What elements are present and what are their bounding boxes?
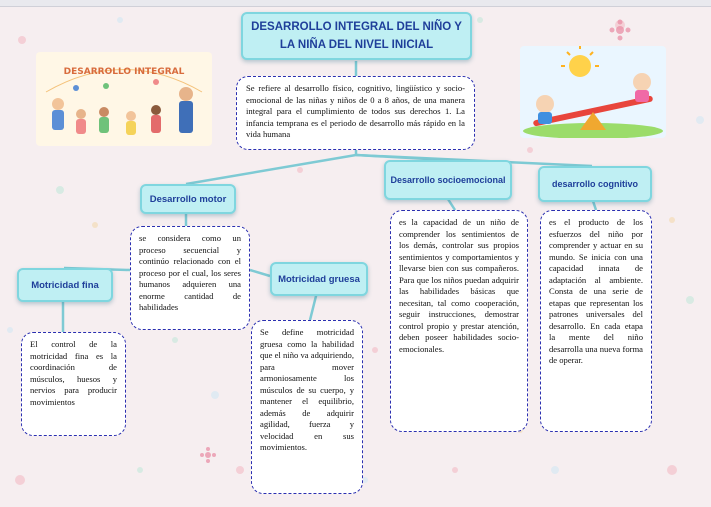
intro-text-box: Se refiere al desarrollo físico, cognitivo, lingüístico y socio-emocional de las niñas y niños de 0 a 8 años, de una manera integral para el cumplimiento de todos sus derechos 1. La infancia temprana es el periodo de desarrollo más rápido en la vida humana [236, 76, 475, 150]
illustration-seesaw-right [520, 46, 666, 138]
desarrollo-cognitivo-description: es el producto de los esfuerzos del niño por comprender y actuar en su mundo. Se inicia con una capacidad innata de adaptación al ambiente. Consta de una serie de etapas que representan los patrones universales del desarrollo. En cada etapa la mente del niño desarrolla una nueva forma de operar. [540, 210, 652, 432]
node-motricidad-gruesa: Motricidad gruesa [270, 262, 368, 296]
page-title: DESARROLLO INTEGRAL DEL NIÑO Y LA NIÑA DEL NIVEL INICIAL [241, 12, 472, 60]
node-desarrollo-socioemocional: Desarrollo socioemocional [384, 160, 512, 200]
node-desarrollo-motor: Desarrollo motor [140, 184, 236, 214]
illustration-children-left [36, 52, 212, 146]
svg-text:DESARROLLO INTEGRAL: DESARROLLO INTEGRAL [63, 67, 185, 77]
motricidad-fina-description: El control de la motricidad fina es la coordinación de músculos, huesos y nervios para producir movimientos [21, 332, 126, 436]
node-desarrollo-cognitivo: desarrollo cognitivo [538, 166, 652, 202]
desarrollo-motor-description: se considera como un proceso secuencial y continúo relacionado con el proceso por el cual, los seres humanos adquieren una enorme cantidad de habilidades [130, 226, 250, 330]
node-motricidad-fina: Motricidad fina [17, 268, 113, 302]
motricidad-gruesa-description: Se define motricidad gruesa como la habilidad que el niño va adquiriendo, para mover armoniosamente los músculos de su cuerpo, y mantener el equilibrio, además de adquirir agilidad, fuerza y velocidad en sus movimientos. [251, 320, 363, 494]
desarrollo-socioemocional-description: es la capacidad de un niño de comprender los sentimientos de los demás, controlar sus propios sentimientos y comportamientos y llevarse bien con sus compañeros. Para que los niños puedan adquirir las habilidades básicas que necesitan, tal como cooperación, seguir instrucciones, demostrar control propio y prestar atención, deben poseer habilidades socio-emocionales. [390, 210, 528, 432]
